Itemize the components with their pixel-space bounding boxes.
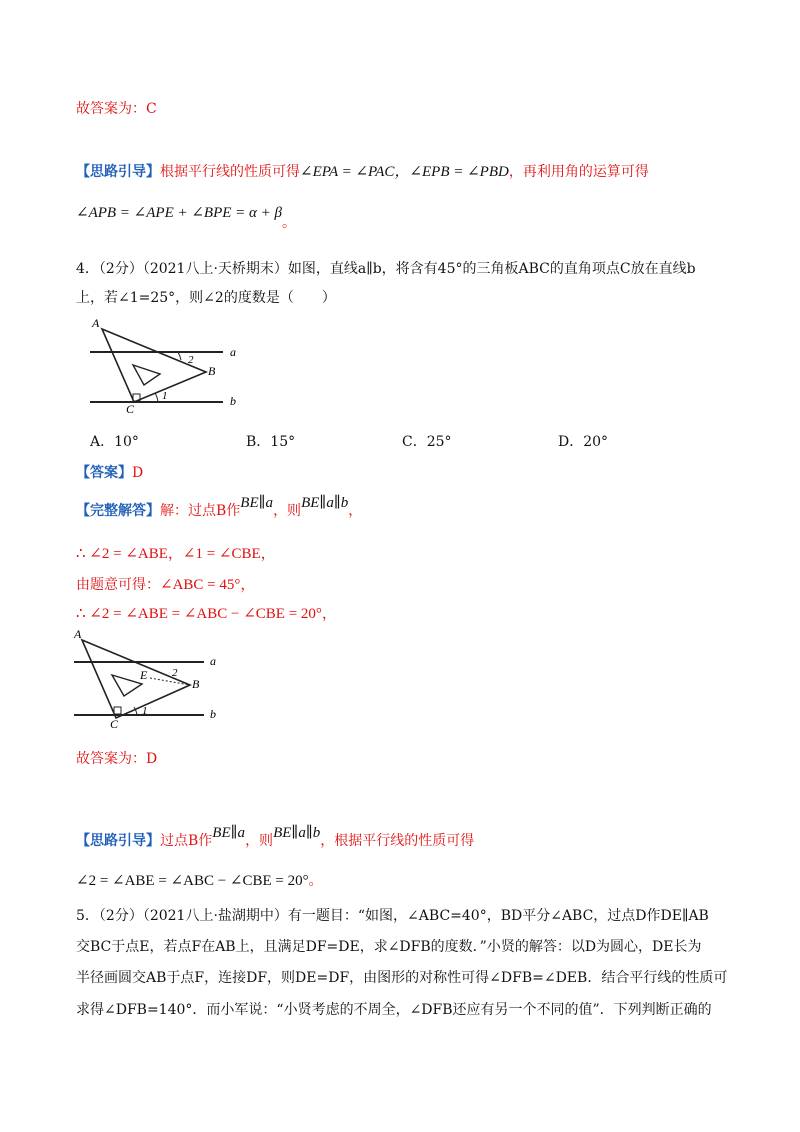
solution-math-b: BE∥a∥b — [301, 495, 349, 511]
solution-line4: ∴ ∠2 = ∠ABE = ∠ABC − ∠CBE = 20°， — [76, 606, 337, 622]
q4-hint-row — [76, 825, 475, 850]
solution-comma: ， — [348, 503, 363, 519]
hint-formula-prev — [76, 202, 297, 231]
triangle-abc — [82, 640, 190, 718]
option-d[interactable]: D．20° — [558, 434, 609, 450]
hint-then: ，则 — [245, 833, 274, 849]
line-be-dotted — [150, 678, 190, 685]
label-A: A — [92, 316, 100, 330]
q4-hint-formula-row — [76, 870, 323, 890]
solution-then: ，则 — [273, 503, 302, 519]
hint-math-b: BE∥a∥b — [273, 825, 321, 841]
option-a[interactable]: A．10° — [90, 434, 139, 450]
hint-end: 。 — [308, 873, 323, 889]
solution-line2: ∴ ∠2 = ∠ABE，∠1 = ∠CBE， — [76, 546, 276, 562]
hint-text-2: ，再利用角的运算可得 — [508, 164, 649, 180]
q4-answer — [76, 462, 143, 482]
answer-tag: 【答案】 — [76, 465, 132, 481]
q4-solution-intro — [76, 495, 363, 520]
label-1: 1 — [142, 705, 148, 717]
solution-intro: 解：过点B作 — [160, 503, 241, 519]
label-a: a — [210, 654, 216, 668]
option-c[interactable]: C．25° — [402, 434, 452, 450]
hint-tag: 【思路引导】 — [76, 833, 160, 849]
right-angle-mark — [114, 707, 121, 714]
hint-formula: ∠APB = ∠APE + ∠BPE = α + β — [76, 205, 283, 221]
answer-line-prev: 故答案为：C — [76, 101, 157, 117]
hint-text: 过点B作 — [160, 833, 213, 849]
q5-line2: 交BC于点E，若点F在AB上，且满足DF=DE，求∠DFB的度数．”小贤的解答：以D为圆心，DE长为 — [76, 939, 702, 955]
label-1: 1 — [162, 390, 168, 402]
q4-stem-line2: 上，若∠1=25°，则∠2的度数是（ ） — [76, 290, 336, 306]
q5-line4: 求得∠DFB=140°．而小军说：“小贤考虑的不周全，∠DFB还应有另一个不同的值”．下列判断正确的 — [76, 1002, 712, 1018]
hint-end: 。 — [282, 215, 297, 231]
hint-row-prev — [76, 160, 649, 181]
label-C: C — [126, 402, 135, 415]
inner-triangle — [133, 365, 160, 385]
label-C: C — [110, 717, 119, 731]
q4-figure — [88, 315, 263, 415]
solution-tag: 【完整解答】 — [76, 503, 160, 519]
solution-line3 — [76, 573, 255, 594]
label-2: 2 — [172, 667, 178, 679]
label-E: E — [140, 668, 148, 682]
solution-math-a: BE∥a — [240, 495, 274, 511]
label-A: A — [74, 628, 82, 641]
label-B: B — [208, 364, 216, 378]
label-2: 2 — [188, 354, 194, 366]
q4-stem-line1: 4．（2分）（2021八上·天桥期末）如图，直线a∥b，将含有45°的三角板ABC的直角项点C放在直线b — [76, 261, 696, 277]
hint-tag: 【思路引导】 — [76, 164, 160, 180]
angle1-arc — [155, 393, 158, 402]
label-b: b — [210, 707, 216, 721]
hint-tail: ，根据平行线的性质可得 — [320, 833, 475, 849]
hint-math-a: BE∥a — [212, 825, 246, 841]
hint-formula: ∠2 = ∠ABE = ∠ABC − ∠CBE = 20° — [76, 873, 309, 889]
hint-text: 根据平行线的性质可得 — [160, 164, 300, 180]
line3-text: 由题意可得： — [76, 577, 160, 593]
label-B: B — [192, 677, 200, 691]
line3-math: ∠ABC = 45°， — [160, 577, 256, 593]
hint-math: ∠EPA = ∠PAC，∠EPB = ∠PBD — [300, 164, 509, 180]
q5-line1: 5．（2分）（2021八上·盐湖期中）有一题目：“如图，∠ABC=40°，BD平分∠ABC，过点D作DE∥AB — [76, 908, 709, 924]
inner-triangle — [112, 675, 142, 696]
option-b[interactable]: B．15° — [246, 434, 296, 450]
q4-solution-figure — [72, 628, 232, 733]
q5-line3: 半径画圆交AB于点F，连接DF，则DE=DF，由图形的对称性可得∠DFB=∠DEB．结合平行线的性质可 — [76, 970, 728, 986]
angle2-arc — [178, 352, 181, 360]
answer-value: D — [132, 465, 144, 481]
label-b: b — [230, 394, 236, 408]
q4-answer-line: 故答案为：D — [76, 751, 158, 767]
label-a: a — [230, 345, 236, 359]
